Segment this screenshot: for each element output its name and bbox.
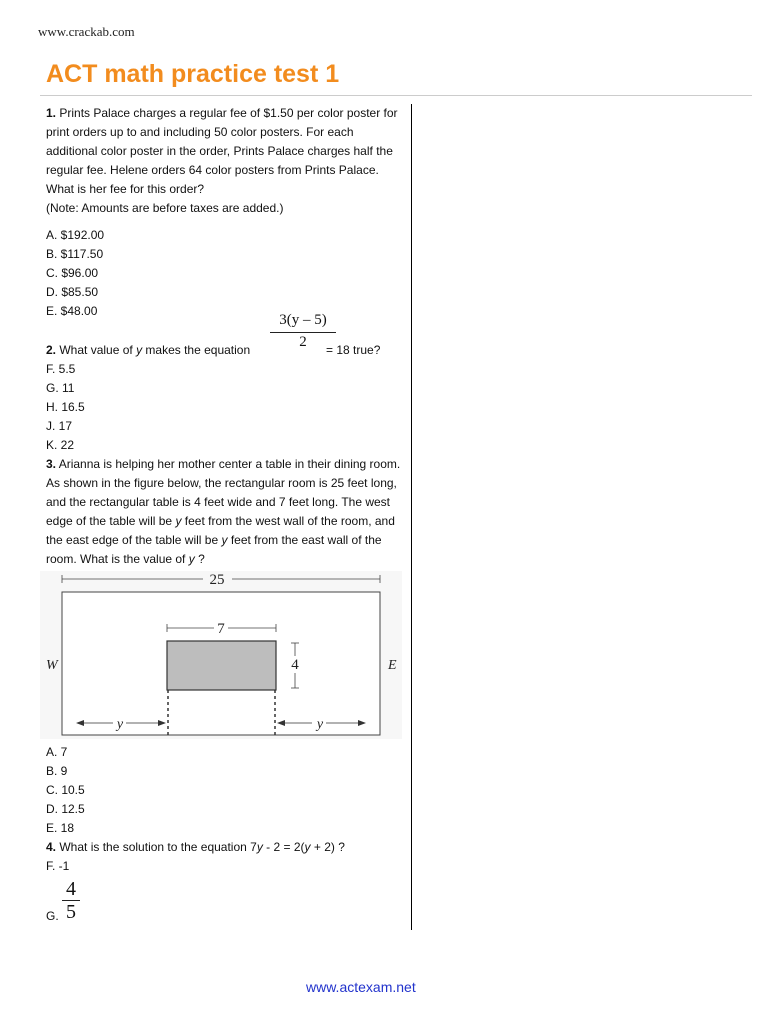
question-2-text xyxy=(46,312,408,360)
table-rectangle xyxy=(167,641,276,690)
question-1-body: Prints Palace charges a regular fee of $1.50 per color poster for print orders up to and including 50 color posters. For each additional color poster in the order, Prints Palace charges half the regular fee. Helene orders 64 color posters from Prints Palace. What is her fee for this order? xyxy=(46,106,398,196)
choice[interactable]: C. $96.00 xyxy=(46,266,99,280)
question-3-text xyxy=(46,455,408,569)
choice[interactable]: J. 17 xyxy=(46,419,73,433)
question-3-part-3: feet from the east wall of the room. What is the value of xyxy=(46,533,382,566)
choice-g[interactable] xyxy=(46,876,408,926)
question-1-choices xyxy=(46,226,408,321)
question-2-number: 2. xyxy=(46,343,57,357)
east-gap-label: y xyxy=(316,717,324,732)
west-label: W xyxy=(46,658,58,673)
choice-g-fraction xyxy=(62,878,80,923)
fraction-numerator: 4 xyxy=(62,878,80,901)
title-divider xyxy=(40,95,752,96)
fraction-denominator: 2 xyxy=(299,334,307,350)
column-divider xyxy=(411,104,412,930)
question-2-text-before: What value of xyxy=(59,343,133,357)
choice[interactable]: F. 5.5 xyxy=(46,362,76,376)
header-site-url[interactable]: www.crackab.com xyxy=(38,24,135,39)
question-column xyxy=(46,104,408,926)
variable-y: y xyxy=(175,514,182,528)
question-4-number: 4. xyxy=(46,840,57,854)
variable-y: y xyxy=(221,533,228,547)
question-1-text xyxy=(46,104,408,199)
page-title: ACT math practice test 1 xyxy=(46,60,340,88)
choice[interactable]: A. 7 xyxy=(46,745,68,759)
question-1-note: (Note: Amounts are before taxes are added.) xyxy=(46,201,284,215)
footer-site-url[interactable]: www.actexam.net xyxy=(306,979,416,995)
choice[interactable]: D. $85.50 xyxy=(46,285,99,299)
question-2-text-after: = 18 true? xyxy=(326,343,381,357)
choice[interactable]: B. 9 xyxy=(46,764,68,778)
question-2-variable: y xyxy=(136,343,143,357)
fraction-numerator: 3(y – 5) xyxy=(270,311,336,333)
choice[interactable]: E. 18 xyxy=(46,821,75,835)
room-table-figure xyxy=(40,571,402,739)
question-3-choices xyxy=(46,743,408,838)
question-4-part-3: + 2) ? xyxy=(313,840,345,854)
variable-y: y xyxy=(304,840,311,854)
question-3-number: 3. xyxy=(46,457,57,471)
question-3-part-4: ? xyxy=(198,552,205,566)
choice[interactable]: E. $48.00 xyxy=(46,304,98,318)
choice-g-label: G. xyxy=(46,909,59,923)
choice[interactable]: D. 12.5 xyxy=(46,802,85,816)
table-length-label: 7 xyxy=(217,621,225,637)
choice[interactable]: G. 11 xyxy=(46,381,75,395)
choice[interactable]: B. $117.50 xyxy=(46,247,104,261)
choice[interactable]: H. 16.5 xyxy=(46,400,85,414)
choice[interactable]: C. 10.5 xyxy=(46,783,85,797)
question-4-part-1: What is the solution to the equation 7 xyxy=(59,840,257,854)
question-4-part-2: - 2 = 2( xyxy=(266,840,305,854)
question-2-text-mid: makes the equation xyxy=(145,343,251,357)
variable-y: y xyxy=(188,552,195,566)
question-4-text xyxy=(46,838,408,857)
east-label: E xyxy=(388,658,397,673)
choice[interactable]: A. $192.00 xyxy=(46,228,105,242)
question-3-part-2: feet from the west wall of the room, and the east edge of the table will be xyxy=(46,514,395,547)
choice[interactable]: F. -1 xyxy=(46,859,70,873)
room-length-label: 25 xyxy=(209,572,225,588)
variable-y: y xyxy=(256,840,263,854)
fraction-denominator: 5 xyxy=(66,901,76,923)
question-3-part-1: Arianna is helping her mother center a table in their dining room. As shown in the figure below, the rectangular room is 25 feet long, and the rectangular table is 4 feet wide and 7 feet long. The west edge of the table will be xyxy=(46,457,401,528)
question-1-number: 1. xyxy=(46,106,57,120)
choice[interactable]: K. 22 xyxy=(46,438,75,452)
west-gap-label: y xyxy=(116,717,124,732)
table-width-label: 4 xyxy=(291,657,299,673)
question-2-choices xyxy=(46,360,408,455)
